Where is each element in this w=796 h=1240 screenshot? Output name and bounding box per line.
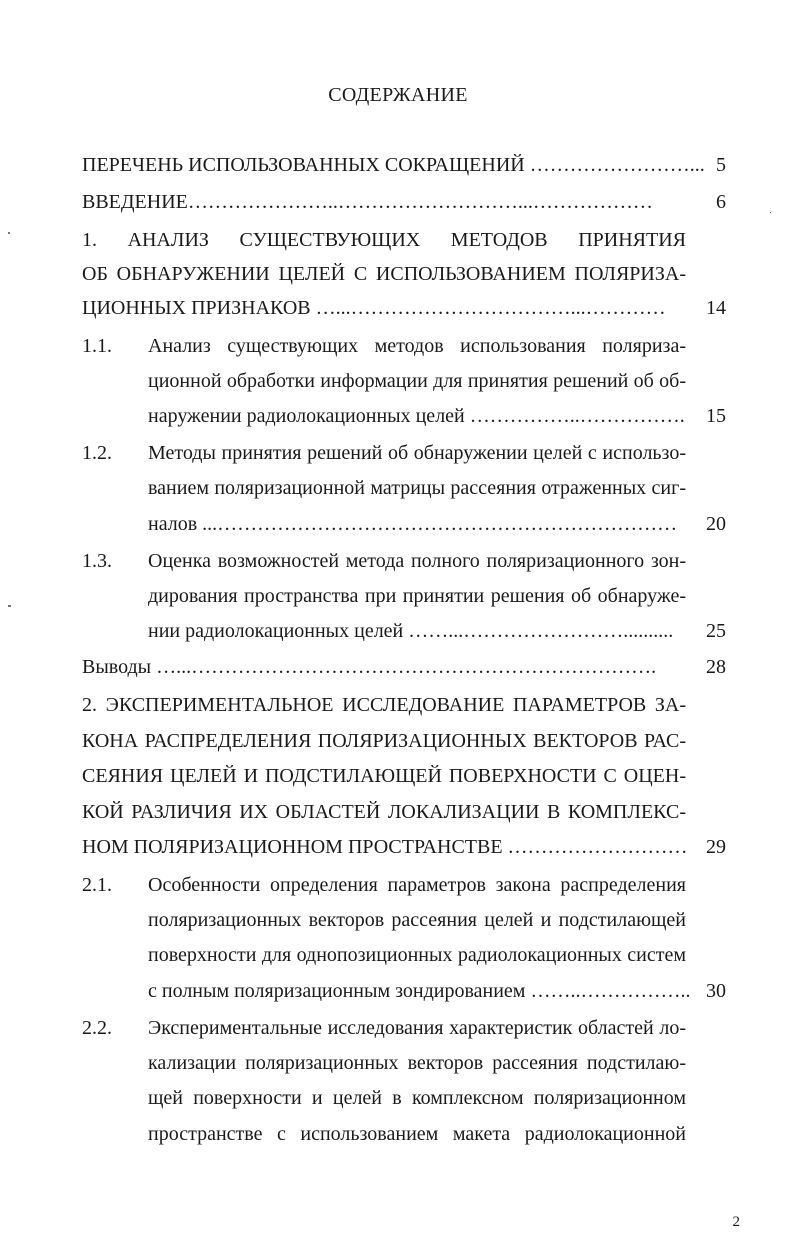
toc-entry-text: кализации поляризационных векторов рассеяния подстилаю-: [148, 1052, 686, 1074]
toc-entry-text: наружении радиолокационных целей ……………..…………….: [148, 405, 685, 427]
scan-artifact: [770, 212, 771, 213]
toc-section-number: 1.2.: [82, 442, 112, 464]
toc-page-number: 20: [706, 513, 726, 535]
toc-section-number: 1.3.: [82, 550, 112, 572]
toc-entry-text: КОНА РАСПРЕДЕЛЕНИЯ ПОЛЯРИЗАЦИОННЫХ ВЕКТОРОВ РАС-: [82, 730, 686, 752]
toc-entry-text: нии радиолокационных целей ……...……………………..........: [148, 620, 674, 642]
toc-page-number: 14: [706, 297, 726, 319]
page-title: СОДЕРЖАНИЕ: [328, 84, 468, 106]
toc-page-number: 30: [706, 980, 726, 1002]
toc-entry-text: 2. ЭКСПЕРИМЕНТАЛЬНОЕ ИССЛЕДОВАНИЕ ПАРАМЕТРОВ ЗА-: [82, 694, 686, 716]
toc-entry-text: КОЙ РАЗЛИЧИЯ ИХ ОБЛАСТЕЙ ЛОКАЛИЗАЦИИ В КОМПЛЕКС-: [82, 801, 686, 823]
toc-page-number: 29: [706, 836, 726, 858]
toc-entry-text: ционной обработки информации для принятия решений об об-: [148, 370, 686, 392]
toc-entry-text: ванием поляризационной матрицы рассеяния отраженных сиг-: [148, 477, 686, 499]
toc-entry-text: поверхности для однопозиционных радиолокационных систем: [148, 944, 686, 966]
toc-entry-text: ЦИОННЫХ ПРИЗНАКОВ …...……………………………...…………: [82, 297, 666, 319]
toc-entry-text: Выводы …...…………………………………………………………….: [82, 656, 657, 678]
toc-entry-text: Методы принятия решений об обнаружении целей с использо-: [148, 442, 686, 464]
page-footer-number: 2: [732, 1214, 740, 1230]
toc-entry-text: Особенности определения параметров закона распределения: [148, 874, 686, 896]
toc-section-number: 2.2.: [82, 1017, 112, 1039]
toc-entry-text: пространстве с использованием макета радиолокационной: [148, 1123, 686, 1145]
toc-entry-text: НОМ ПОЛЯРИЗАЦИОННОМ ПРОСТРАНСТВЕ ………………………: [82, 836, 688, 858]
toc-section-number: 1.1.: [82, 335, 112, 357]
toc-section-number: 2.1.: [82, 874, 112, 896]
toc-entry-text: дирования пространства при принятии решения об обнаруже-: [148, 585, 686, 607]
scan-artifact: [8, 232, 10, 234]
toc-entry-text: с полным поляризационным зондированием ……..……………..: [148, 980, 691, 1002]
toc-entry-text: щей поверхности и целей в комплексном поляризационном: [148, 1087, 686, 1109]
toc-entry-text: Анализ существующих методов использования поляриза-: [148, 335, 686, 357]
toc-entry-text: ПЕРЕЧЕНЬ ИСПОЛЬЗОВАННЫХ СОКРАЩЕНИЙ ……………………...: [82, 154, 705, 176]
toc-entry-text: Экспериментальные исследования характеристик областей ло-: [148, 1017, 686, 1039]
toc-entry-text: Оценка возможностей метода полного поляризационного зон-: [148, 550, 686, 572]
toc-entry-text: ОБ ОБНАРУЖЕНИИ ЦЕЛЕЙ С ИСПОЛЬЗОВАНИЕМ ПОЛЯРИЗА-: [82, 263, 686, 285]
toc-entry-text: ВВЕДЕНИЕ…………………..………………………...………………: [82, 191, 653, 213]
toc-entry-text: СЕЯНИЯ ЦЕЛЕЙ И ПОДСТИЛАЮЩЕЙ ПОВЕРХНОСТИ С ОЦЕН-: [82, 765, 686, 787]
toc-page-number: 6: [716, 191, 726, 213]
toc-page-number: 5: [716, 154, 726, 176]
toc-entry-text: налов ...……………………………………………………………: [148, 513, 678, 535]
toc-page-number: 28: [706, 656, 726, 678]
toc-entry-text: поляризационных векторов рассеяния целей и подстилающей: [148, 909, 686, 931]
toc-page-number: 25: [706, 620, 726, 642]
scan-artifact: [8, 605, 11, 607]
toc-entry-text: 1. АНАЛИЗ СУЩЕСТВУЮЩИХ МЕТОДОВ ПРИНЯТИЯ: [82, 229, 686, 251]
toc-page-number: 15: [706, 405, 726, 427]
